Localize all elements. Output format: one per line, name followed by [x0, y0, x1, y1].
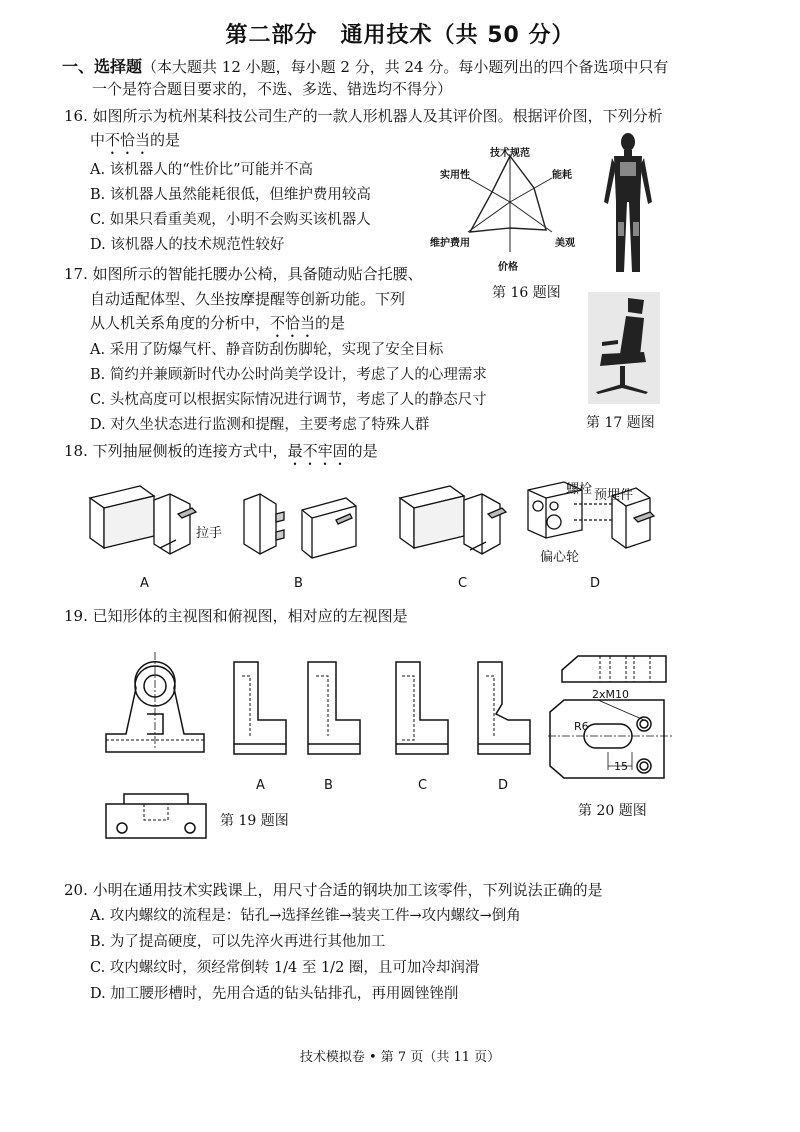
q19-option-d-figure[interactable] — [474, 660, 534, 760]
q20-option-d[interactable]: D. 加工腰形槽时，先用合适的钻头钻排孔，再用圆锉锉削 — [90, 986, 459, 1002]
radar-chart — [420, 142, 600, 272]
q18-label-d: D — [590, 576, 601, 591]
q18-figure-c — [394, 478, 524, 568]
section-desc-2: 一个是符合题目要求的，不选、多选、错选均不得分） — [92, 80, 453, 98]
q16-option-d[interactable]: D. 该机器人的技术规范性较好 — [90, 237, 285, 253]
q17-caption: 第 17 题图 — [586, 415, 655, 431]
q20-stem: 20. 小明在通用技术实践课上，用尺寸合适的钢块加工该零件，下列说法正确的是 — [64, 881, 603, 899]
q20-thread-label: 2xM10 — [592, 688, 629, 701]
q20-front-view — [560, 652, 680, 686]
radar-label-price: 价格 — [498, 262, 518, 273]
section-header — [62, 56, 782, 78]
q20-caption: 第 20 题图 — [578, 803, 647, 819]
q18-d-note-cam: 偏心轮 — [540, 550, 580, 565]
q19-front-view — [100, 648, 210, 758]
q18-stem-pre: 18. 下列抽屉侧板的连接方式中， — [64, 442, 288, 460]
q19-label-c: C — [418, 778, 428, 793]
q20-option-b[interactable]: B. 为了提高硬度，可以先淬火再进行其他加工 — [90, 934, 386, 950]
page-footer: 技术模拟卷 • 第 7 页（共 11 页） — [299, 1050, 501, 1065]
q17-option-a[interactable]: A. 采用了防爆气杆、静音防刮伤脚轮，实现了安全目标 — [90, 342, 444, 358]
q16-stem-pre: 中 — [90, 131, 106, 149]
q18-figure-b — [236, 486, 366, 566]
q18-d-note-bolt: 螺栓 — [566, 482, 593, 497]
radar-label-practical: 实用性 — [440, 170, 470, 181]
q19-label-d: D — [498, 778, 509, 793]
q17-stem-post: 的是 — [315, 314, 346, 332]
page-title: 第二部分 通用技术（共 50 分） — [225, 23, 575, 48]
q17-stem-pre: 从人机关系角度的分析中， — [90, 314, 271, 332]
q17-option-d[interactable]: D. 对久坐状态进行监测和提醒，主要考虑了特殊人群 — [90, 417, 430, 433]
q16-caption: 第 16 题图 — [492, 285, 561, 301]
q18-stem-post: 的是 — [347, 442, 378, 460]
q19-option-a-figure[interactable] — [230, 660, 290, 760]
section-label: 一、选择题 — [62, 57, 143, 76]
chair-image — [588, 292, 660, 404]
q16-stem-1: 16. 如图所示为杭州某科技公司生产的一款人形机器人及其评价图。根据评价图，下列分析 — [64, 107, 663, 125]
q19-label-a: A — [256, 778, 265, 793]
q19-option-b-figure[interactable] — [304, 660, 364, 760]
robot-image — [598, 132, 658, 282]
section-desc-1: （本大题共 12 小题，每小题 2 分，共 24 分。每小题列出的四个备选项中只有 — [142, 58, 669, 76]
q20-dim-label: 15 — [614, 760, 628, 773]
q17-stem-2: 自动适配体型、久坐按摩提醒等创新功能。下列 — [90, 290, 406, 308]
q16-option-b[interactable]: B. 该机器人虽然能耗很低，但维护费用较高 — [90, 187, 371, 203]
q16-stem-post: 的是 — [150, 131, 181, 149]
q18-label-b: B — [294, 576, 303, 591]
radar-label-look: 美观 — [555, 238, 575, 249]
q19-label-b: B — [324, 778, 333, 793]
q20-radius-label: R6 — [574, 720, 589, 733]
q18-figure-a — [80, 478, 210, 568]
q20-option-a[interactable]: A. 攻内螺纹的流程是：钻孔→选择丝锥→装夹工件→攻内螺纹→倒角 — [90, 908, 521, 924]
radar-label-tech: 技术规范 — [490, 148, 530, 159]
q16-stem-2 — [90, 128, 180, 158]
q20-option-c[interactable]: C. 攻内螺纹时，须经常倒转 1/4 至 1/2 圈，且可加冷却润滑 — [90, 960, 480, 976]
q16-option-c[interactable]: C. 如果只看重美观，小明不会购买该机器人 — [90, 212, 371, 228]
q17-stem-1: 17. 如图所示的智能托腰办公椅，具备随动贴合托腰、 — [64, 265, 423, 283]
q18-a-note: 拉手 — [196, 526, 223, 541]
q18-emphasis: 最不牢固 — [287, 442, 348, 460]
q16-option-a[interactable]: A. 该机器人的“性价比”可能并不高 — [90, 162, 314, 178]
q18-label-c: C — [458, 576, 468, 591]
q19-stem: 19. 已知形体的主视图和俯视图，相对应的左视图是 — [64, 607, 408, 625]
q18-label-a: A — [140, 576, 149, 591]
q17-stem-3 — [90, 311, 345, 341]
q19-top-view — [104, 790, 208, 842]
radar-label-energy: 能耗 — [552, 170, 572, 181]
radar-label-maint: 维护费用 — [430, 238, 470, 249]
q17-option-c[interactable]: C. 头枕高度可以根据实际情况进行调节，考虑了人的静态尺寸 — [90, 392, 487, 408]
q17-option-b[interactable]: B. 简约并兼顾新时代办公时尚美学设计，考虑了人的心理需求 — [90, 367, 487, 383]
q20-top-view — [548, 696, 678, 786]
q17-emphasis: 不恰当 — [270, 314, 316, 332]
q18-stem — [64, 439, 378, 469]
q16-emphasis: 不恰当 — [105, 131, 151, 149]
q18-d-note-embed: 预埋件 — [594, 488, 634, 503]
q19-caption: 第 19 题图 — [220, 813, 289, 829]
q19-option-c-figure[interactable] — [392, 660, 452, 760]
